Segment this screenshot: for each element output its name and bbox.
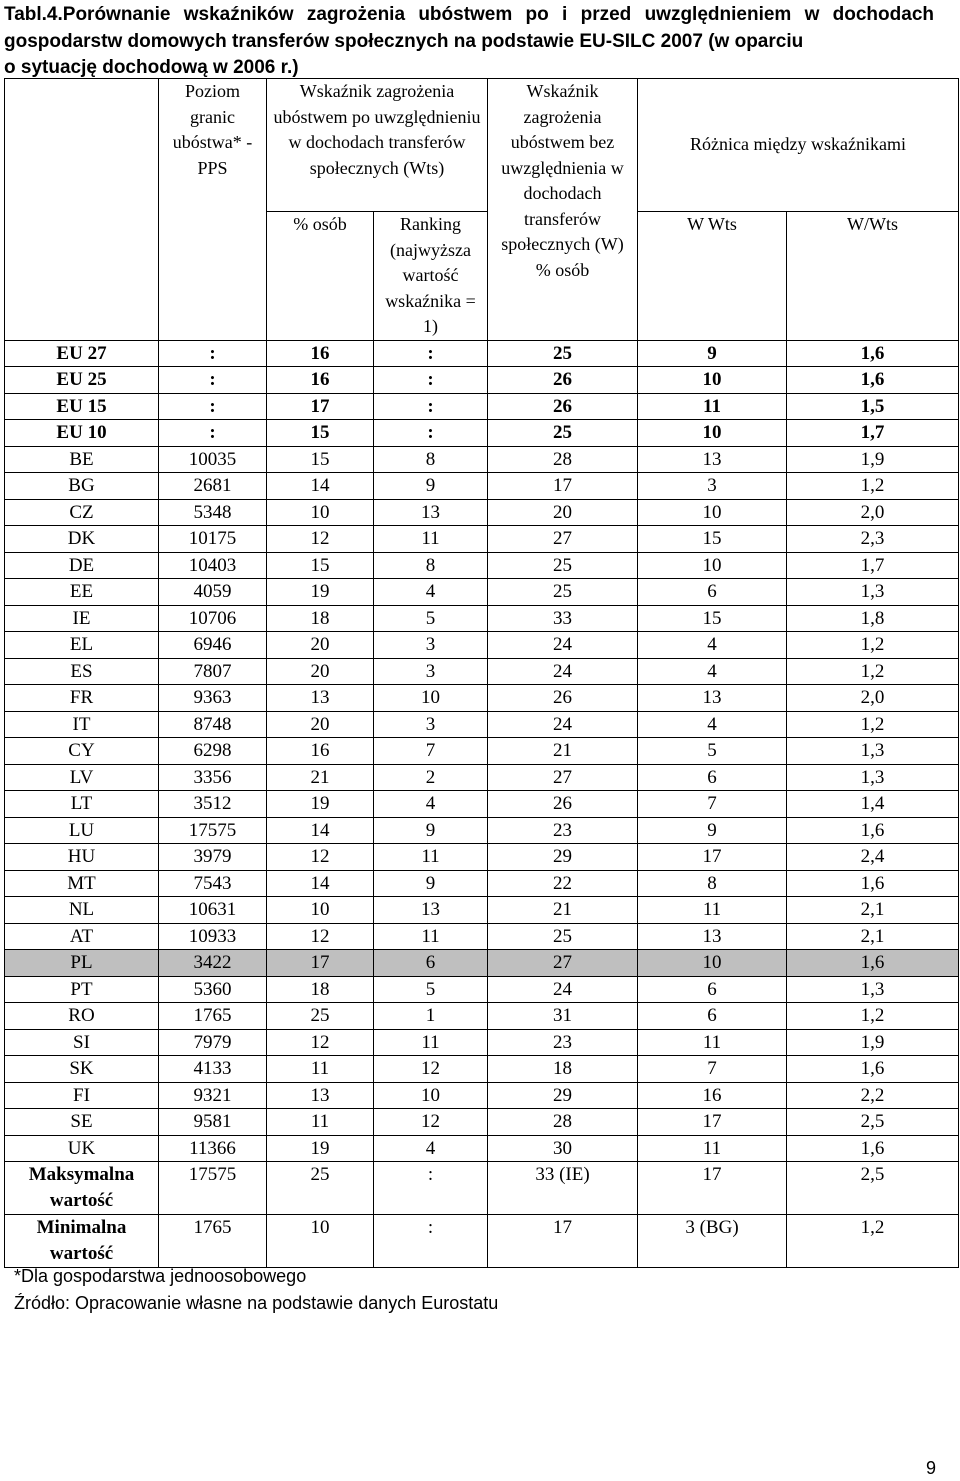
table-cell-c: EU 15 — [5, 393, 159, 420]
table-cell-pps: 17575 — [159, 817, 267, 844]
table-cell-pps: 17575 — [159, 1162, 267, 1215]
table-cell-c: HU — [5, 844, 159, 871]
table-row — [5, 393, 959, 420]
table-cell-diff: 7 — [638, 1056, 787, 1083]
table-row — [5, 976, 959, 1003]
table-cell-pps: 6298 — [159, 738, 267, 765]
table-cell-diff: 6 — [638, 764, 787, 791]
table-cell-ratio: 2,2 — [787, 1082, 959, 1109]
table-cell-diff: 3 — [638, 473, 787, 500]
table-cell-w: 18 — [488, 1056, 638, 1083]
table-cell-diff: 4 — [638, 632, 787, 659]
table-cell-wts: 10 — [267, 1215, 374, 1268]
table-row — [5, 950, 959, 977]
table-row — [5, 764, 959, 791]
table-cell-ratio: 1,2 — [787, 1215, 959, 1268]
table-cell-c: LU — [5, 817, 159, 844]
table-cell-ratio: 2,3 — [787, 526, 959, 553]
table-cell-ratio: 1,6 — [787, 870, 959, 897]
table-cell-pps: 9581 — [159, 1109, 267, 1136]
table-cell-wts: 19 — [267, 579, 374, 606]
table-cell-rank: 7 — [374, 738, 488, 765]
table-cell-diff: 11 — [638, 1135, 787, 1162]
table-cell-c: SE — [5, 1109, 159, 1136]
table-cell-ratio: 2,0 — [787, 685, 959, 712]
table-cell-w: 30 — [488, 1135, 638, 1162]
table-cell-rank: 4 — [374, 579, 488, 606]
table-row — [5, 817, 959, 844]
table-cell-rank: : — [374, 340, 488, 367]
table-cell-rank: 11 — [374, 923, 488, 950]
table-cell-diff: 10 — [638, 950, 787, 977]
table-cell-wts: 15 — [267, 420, 374, 447]
table-cell-ratio: 1,6 — [787, 1135, 959, 1162]
table-cell-c: LV — [5, 764, 159, 791]
table-cell-rank: 6 — [374, 950, 488, 977]
table-cell-wts: 12 — [267, 1029, 374, 1056]
table-cell-wts: 17 — [267, 393, 374, 420]
table-cell-rank: 13 — [374, 499, 488, 526]
table-cell-wts: 19 — [267, 791, 374, 818]
table-cell-ratio: 1,8 — [787, 605, 959, 632]
table-cell-c: SK — [5, 1056, 159, 1083]
table-cell-pps: 5360 — [159, 976, 267, 1003]
table-cell-rank: 11 — [374, 526, 488, 553]
table-cell-pps: 7979 — [159, 1029, 267, 1056]
table-cell-w: 25 — [488, 420, 638, 447]
table-cell-rank: : — [374, 1162, 488, 1215]
table-cell-w: 33 (IE) — [488, 1162, 638, 1215]
table-cell-diff: 4 — [638, 711, 787, 738]
table-row — [5, 367, 959, 394]
table-cell-rank: 5 — [374, 976, 488, 1003]
table-cell-ratio: 1,2 — [787, 711, 959, 738]
table-cell-w: 27 — [488, 764, 638, 791]
table-row — [5, 1215, 959, 1268]
table-cell-w: 23 — [488, 1029, 638, 1056]
table-cell-diff: 10 — [638, 420, 787, 447]
table-cell-ratio: 1,4 — [787, 791, 959, 818]
table-cell-pps: 10631 — [159, 897, 267, 924]
table-cell-w: 17 — [488, 473, 638, 500]
table-cell-rank: : — [374, 367, 488, 394]
table-cell-diff: 9 — [638, 340, 787, 367]
table-cell-pps: 7807 — [159, 658, 267, 685]
table-cell-diff: 3 (BG) — [638, 1215, 787, 1268]
table-cell-pps: 11366 — [159, 1135, 267, 1162]
table-cell-wts: 15 — [267, 552, 374, 579]
table-cell-c: EU 10 — [5, 420, 159, 447]
table-row — [5, 658, 959, 685]
table-cell-pps: 10403 — [159, 552, 267, 579]
table-cell-c: SI — [5, 1029, 159, 1056]
table-cell-w: 26 — [488, 685, 638, 712]
table-row — [5, 711, 959, 738]
table-cell-diff: 13 — [638, 446, 787, 473]
footnote: *Dla gospodarstwa jednoosobowego — [14, 1266, 307, 1286]
table-cell-w: 27 — [488, 526, 638, 553]
table-cell-rank: 4 — [374, 791, 488, 818]
table-cell-c: CY — [5, 738, 159, 765]
table-cell-rank: 11 — [374, 1029, 488, 1056]
table-cell-c: UK — [5, 1135, 159, 1162]
table-cell-pps: 10933 — [159, 923, 267, 950]
table-cell-diff: 11 — [638, 897, 787, 924]
table-cell-pps: 7543 — [159, 870, 267, 897]
table-cell-pps: 9363 — [159, 685, 267, 712]
table-cell-ratio: 1,6 — [787, 1056, 959, 1083]
table-cell-pps: 10706 — [159, 605, 267, 632]
table-cell-wts: 14 — [267, 473, 374, 500]
table-cell-c: FR — [5, 685, 159, 712]
table-cell-wts: 18 — [267, 605, 374, 632]
table-cell-rank: 8 — [374, 552, 488, 579]
table-cell-w: 24 — [488, 976, 638, 1003]
table-cell-w: 29 — [488, 844, 638, 871]
table-cell-ratio: 1,2 — [787, 632, 959, 659]
table-row — [5, 499, 959, 526]
table-cell-c: EE — [5, 579, 159, 606]
table-cell-w: 26 — [488, 367, 638, 394]
table-cell-rank: 10 — [374, 685, 488, 712]
table-cell-w: 26 — [488, 393, 638, 420]
title-line-2: o sytuację dochodową w 2006 r.) — [4, 57, 299, 78]
table-cell-wts: 18 — [267, 976, 374, 1003]
table-cell-ratio: 1,2 — [787, 1003, 959, 1030]
table-cell-wts: 13 — [267, 685, 374, 712]
table-cell-c: LT — [5, 791, 159, 818]
table-cell-wts: 15 — [267, 446, 374, 473]
table-cell-rank: 1 — [374, 1003, 488, 1030]
table-cell-wts: 16 — [267, 367, 374, 394]
table-cell-ratio: 2,1 — [787, 923, 959, 950]
table-cell-w: 29 — [488, 1082, 638, 1109]
table-cell-pps: : — [159, 393, 267, 420]
table-cell-ratio: 1,3 — [787, 764, 959, 791]
table-cell-c: EL — [5, 632, 159, 659]
table-cell-diff: 15 — [638, 526, 787, 553]
table-row — [5, 446, 959, 473]
table-cell-w: 21 — [488, 738, 638, 765]
table-row — [5, 552, 959, 579]
table-cell-pps: 1765 — [159, 1003, 267, 1030]
table-cell-pps: 3979 — [159, 844, 267, 871]
table-cell-diff: 17 — [638, 1109, 787, 1136]
table-cell-c: PL — [5, 950, 159, 977]
table-cell-rank: : — [374, 1215, 488, 1268]
table-cell-rank: 4 — [374, 1135, 488, 1162]
table-cell-w: 24 — [488, 711, 638, 738]
header-blank — [5, 79, 159, 341]
table-cell-diff: 17 — [638, 844, 787, 871]
table-cell-w: 22 — [488, 870, 638, 897]
table-cell-diff: 6 — [638, 579, 787, 606]
table-cell-w: 28 — [488, 446, 638, 473]
table-cell-pps: : — [159, 340, 267, 367]
header-pps: Poziom granic ubóstwa* - PPS — [159, 79, 267, 341]
table-cell-c: RO — [5, 1003, 159, 1030]
table-cell-diff: 9 — [638, 817, 787, 844]
header-ranking: Ranking (najwyższa wartość wskaźnika = 1) — [374, 212, 488, 341]
table-cell-wts: 19 — [267, 1135, 374, 1162]
table-cell-w: 31 — [488, 1003, 638, 1030]
table-cell-pps: 4059 — [159, 579, 267, 606]
table-cell-rank: 5 — [374, 605, 488, 632]
table-cell-pps: 4133 — [159, 1056, 267, 1083]
table-cell-ratio: 1,6 — [787, 340, 959, 367]
table-cell-pps: 2681 — [159, 473, 267, 500]
table-cell-wts: 20 — [267, 632, 374, 659]
table-row — [5, 1029, 959, 1056]
table-cell-diff: 13 — [638, 923, 787, 950]
table-cell-ratio: 1,6 — [787, 817, 959, 844]
header-diff-group: Różnica między wskaźnikami — [638, 79, 959, 212]
table-cell-w: 17 — [488, 1215, 638, 1268]
table-cell-rank: 9 — [374, 870, 488, 897]
table-cell-wts: 10 — [267, 897, 374, 924]
table-row — [5, 526, 959, 553]
table-cell-diff: 10 — [638, 367, 787, 394]
table-cell-wts: 14 — [267, 817, 374, 844]
table-cell-diff: 10 — [638, 499, 787, 526]
table-cell-c: IE — [5, 605, 159, 632]
table-row — [5, 870, 959, 897]
table-cell-ratio: 1,2 — [787, 658, 959, 685]
table-cell-ratio: 1,9 — [787, 1029, 959, 1056]
table-cell-w: 25 — [488, 552, 638, 579]
table-cell-w: 28 — [488, 1109, 638, 1136]
table-cell-ratio: 2,5 — [787, 1162, 959, 1215]
source-note: Źródło: Opracowanie własne na podstawie danych Eurostatu — [14, 1292, 499, 1313]
table-cell-w: 26 — [488, 791, 638, 818]
page-number: 9 — [925, 1458, 936, 1478]
table-cell-c: NL — [5, 897, 159, 924]
table-row — [5, 738, 959, 765]
table-cell-c: AT — [5, 923, 159, 950]
table-cell-pps: : — [159, 367, 267, 394]
table-cell-diff: 7 — [638, 791, 787, 818]
table-cell-pps: : — [159, 420, 267, 447]
table-cell-pps: 3356 — [159, 764, 267, 791]
table-row — [5, 340, 959, 367]
table-cell-wts: 10 — [267, 499, 374, 526]
table-cell-c: DK — [5, 526, 159, 553]
table-cell-pps: 8748 — [159, 711, 267, 738]
table-cell-pps: 1765 — [159, 1215, 267, 1268]
table-cell-c: PT — [5, 976, 159, 1003]
table-cell-c: ES — [5, 658, 159, 685]
table-cell-rank: 12 — [374, 1056, 488, 1083]
table-row — [5, 632, 959, 659]
table-cell-diff: 8 — [638, 870, 787, 897]
table-cell-diff: 6 — [638, 1003, 787, 1030]
table-cell-diff: 16 — [638, 1082, 787, 1109]
table-cell-pps: 9321 — [159, 1082, 267, 1109]
table-cell-wts: 25 — [267, 1003, 374, 1030]
table-cell-w: 25 — [488, 923, 638, 950]
table-row — [5, 844, 959, 871]
table-cell-rank: 9 — [374, 817, 488, 844]
table-cell-rank: 12 — [374, 1109, 488, 1136]
table-cell-wts: 12 — [267, 923, 374, 950]
table-cell-c: BE — [5, 446, 159, 473]
table-row — [5, 1082, 959, 1109]
table-cell-ratio: 1,3 — [787, 579, 959, 606]
header-wts-pct: % osób — [267, 212, 374, 341]
table-cell-rank: 3 — [374, 658, 488, 685]
table-row — [5, 1109, 959, 1136]
table-cell-diff: 11 — [638, 1029, 787, 1056]
table-cell-wts: 25 — [267, 1162, 374, 1215]
table-row — [5, 473, 959, 500]
table-cell-w: 24 — [488, 632, 638, 659]
table-cell-wts: 20 — [267, 711, 374, 738]
table-cell-diff: 15 — [638, 605, 787, 632]
table-cell-w: 27 — [488, 950, 638, 977]
table-title — [4, 2, 934, 82]
table-cell-w: 25 — [488, 340, 638, 367]
table-row — [5, 1056, 959, 1083]
notes — [14, 1263, 498, 1316]
table-cell-rank: 11 — [374, 844, 488, 871]
table-cell-w: 21 — [488, 897, 638, 924]
title-line-1: Tabl.4.Porównanie wskaźników zagrożenia ubóstwem po i przed uwzględnieniem w dochodach gospodarstw domowych transferów społecznych na podstawie EU-SILC 2007 (w oparciu — [4, 4, 934, 52]
table-cell-c: FI — [5, 1082, 159, 1109]
table-cell-diff: 13 — [638, 685, 787, 712]
table-cell-c: IT — [5, 711, 159, 738]
table-cell-rank: 10 — [374, 1082, 488, 1109]
table-row — [5, 1135, 959, 1162]
table-cell-ratio: 1,6 — [787, 367, 959, 394]
table-cell-wts: 11 — [267, 1109, 374, 1136]
table-cell-ratio: 1,5 — [787, 393, 959, 420]
table-cell-c: BG — [5, 473, 159, 500]
table-cell-ratio: 1,9 — [787, 446, 959, 473]
table-cell-c: EU 25 — [5, 367, 159, 394]
table-cell-c: Maksymalna wartość — [5, 1162, 159, 1215]
table-cell-pps: 10035 — [159, 446, 267, 473]
table-cell-ratio: 1,3 — [787, 738, 959, 765]
table-cell-pps: 6946 — [159, 632, 267, 659]
table-row — [5, 1003, 959, 1030]
table-cell-ratio: 1,7 — [787, 420, 959, 447]
header-w: Wskaźnik zagrożenia ubóstwem bez uwzględnienia w dochodach transferów społecznych (W) % osób — [488, 79, 638, 341]
table-cell-wts: 21 — [267, 764, 374, 791]
table-cell-w: 20 — [488, 499, 638, 526]
table-cell-pps: 5348 — [159, 499, 267, 526]
table-cell-pps: 3512 — [159, 791, 267, 818]
table-cell-diff: 5 — [638, 738, 787, 765]
table-cell-pps: 3422 — [159, 950, 267, 977]
table-cell-c: DE — [5, 552, 159, 579]
table-cell-wts: 11 — [267, 1056, 374, 1083]
table-row — [5, 605, 959, 632]
table-cell-wts: 20 — [267, 658, 374, 685]
table-cell-c: CZ — [5, 499, 159, 526]
table-row — [5, 420, 959, 447]
header-diff: W Wts — [638, 212, 787, 341]
table-row — [5, 791, 959, 818]
table-cell-wts: 17 — [267, 950, 374, 977]
table-cell-ratio: 2,5 — [787, 1109, 959, 1136]
header-ratio: W/Wts — [787, 212, 959, 341]
table-cell-rank: : — [374, 393, 488, 420]
table-cell-wts: 16 — [267, 340, 374, 367]
table-cell-diff: 4 — [638, 658, 787, 685]
table-cell-diff: 6 — [638, 976, 787, 1003]
table-cell-rank: 3 — [374, 711, 488, 738]
table-cell-c: Minimalna wartość — [5, 1215, 159, 1268]
table-cell-pps: 10175 — [159, 526, 267, 553]
header-wts-group: Wskaźnik zagrożenia ubóstwem po uwzględnieniu w dochodach transferów społecznych (Wts) — [267, 79, 488, 212]
table-cell-ratio: 1,6 — [787, 950, 959, 977]
table-cell-diff: 10 — [638, 552, 787, 579]
table-cell-w: 33 — [488, 605, 638, 632]
table-cell-wts: 13 — [267, 1082, 374, 1109]
table-cell-diff: 11 — [638, 393, 787, 420]
table-cell-wts: 14 — [267, 870, 374, 897]
table-cell-rank: 8 — [374, 446, 488, 473]
table-cell-c: MT — [5, 870, 159, 897]
table-row — [5, 685, 959, 712]
table-row — [5, 897, 959, 924]
table-cell-w: 23 — [488, 817, 638, 844]
table-cell-wts: 12 — [267, 526, 374, 553]
table-cell-c: EU 27 — [5, 340, 159, 367]
table-row — [5, 923, 959, 950]
table-cell-ratio: 1,3 — [787, 976, 959, 1003]
table-row — [5, 1162, 959, 1215]
table-cell-ratio: 2,4 — [787, 844, 959, 871]
table-cell-ratio: 1,2 — [787, 473, 959, 500]
table-cell-ratio: 1,7 — [787, 552, 959, 579]
table-cell-wts: 16 — [267, 738, 374, 765]
table-row — [5, 579, 959, 606]
table-cell-rank: 13 — [374, 897, 488, 924]
table-cell-ratio: 2,0 — [787, 499, 959, 526]
table-cell-rank: 3 — [374, 632, 488, 659]
table-cell-w: 25 — [488, 579, 638, 606]
table-cell-diff: 17 — [638, 1162, 787, 1215]
table-cell-w: 24 — [488, 658, 638, 685]
table-cell-ratio: 2,1 — [787, 897, 959, 924]
table-cell-rank: 2 — [374, 764, 488, 791]
data-table — [4, 78, 959, 1268]
table-cell-wts: 12 — [267, 844, 374, 871]
table-cell-rank: 9 — [374, 473, 488, 500]
table-cell-rank: : — [374, 420, 488, 447]
